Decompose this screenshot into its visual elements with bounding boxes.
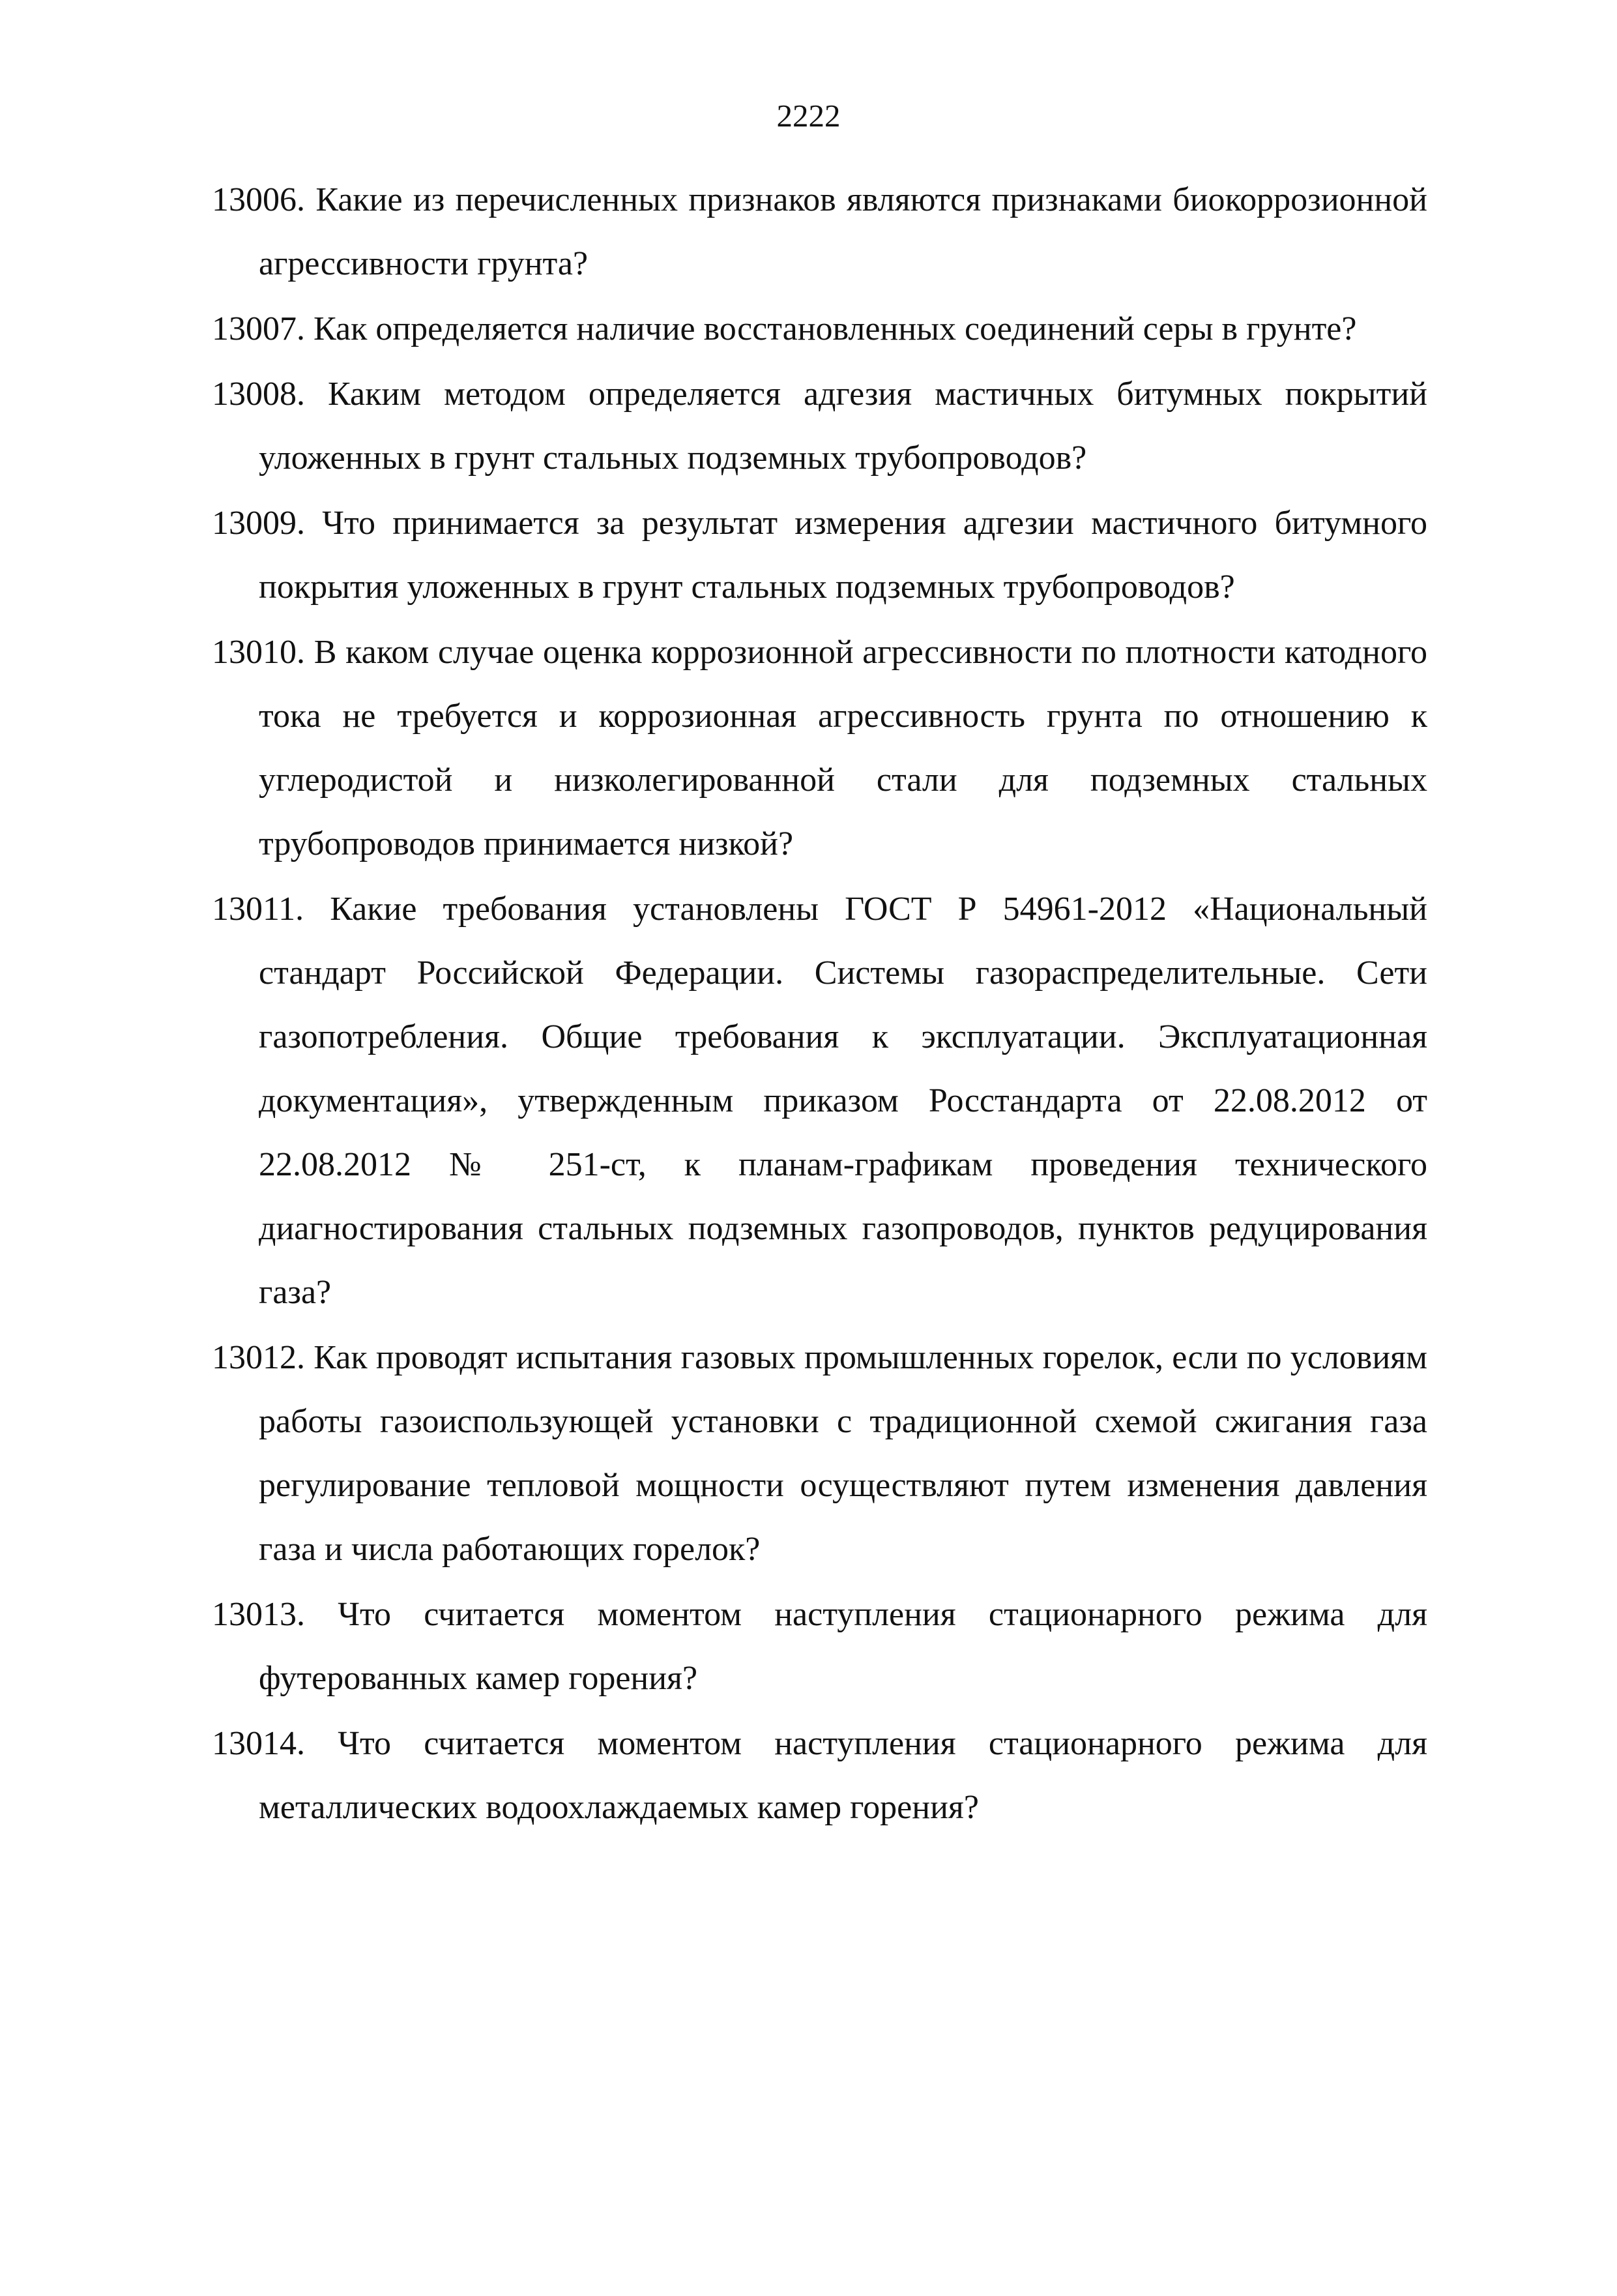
question-number: 13008.	[212, 375, 305, 413]
question-item	[212, 297, 1427, 361]
question-item	[212, 621, 1427, 876]
page-number: 2222	[776, 98, 841, 134]
question-text: Какие из перечисленных признаков являются признаками биокоррозионной агрессивности грунта?	[259, 181, 1428, 282]
question-number: 13006.	[212, 181, 305, 218]
question-number: 13014.	[212, 1725, 305, 1762]
question-item	[212, 492, 1427, 619]
question-text: Как проводят испытания газовых промышленных горелок, если по условиям работы газоиспользующей установки с традиционной схемой сжигания газа регулирование тепловой мощности осуществляют путем изменения давления газа и числа работающих горелок?	[259, 1339, 1427, 1568]
question-number: 13007.	[212, 310, 305, 347]
question-number: 13009.	[212, 505, 305, 542]
question-text: Какие требования установлены ГОСТ Р 54961-2012 «Национальный стандарт Российской Федерации. Системы газораспределительные. Сети газопотребления. Общие требования к эксплуатации. Эксплуатационная документация», утвержденным приказом Росстандарта от 22.08.2012 от 22.08.2012 № 251-ст, к планам-графикам проведения технического диагностирования стальных подземных газопроводов, пунктов редуцирования газа?	[259, 890, 1428, 1311]
question-text: Что принимается за результат измерения адгезии мастичного битумного покрытия уложенных в грунт стальных подземных трубопроводов?	[259, 505, 1428, 606]
question-number: 13010.	[212, 634, 305, 671]
question-item	[212, 1326, 1427, 1582]
question-text: Каким методом определяется адгезия мастичных битумных покрытий уложенных в грунт стальных подземных трубопроводов?	[259, 375, 1428, 477]
question-item	[212, 168, 1427, 296]
question-item	[212, 877, 1427, 1325]
question-text: Что считается моментом наступления стационарного режима для металлических водоохлаждаемых камер горения?	[259, 1725, 1427, 1826]
question-number: 13011.	[212, 890, 304, 928]
question-item	[212, 1583, 1427, 1711]
question-number: 13013.	[212, 1596, 305, 1633]
question-item	[212, 362, 1427, 490]
question-text: Что считается моментом наступления стационарного режима для футерованных камер горения?	[259, 1596, 1427, 1697]
question-text: В каком случае оценка коррозионной агрессивности по плотности катодного тока не требуется и коррозионная агрессивность грунта по отношению к углеродистой и низколегированной стали для подземных стальных трубопроводов принимается низкой?	[259, 634, 1427, 862]
question-text: Как определяется наличие восстановленных соединений серы в грунте?	[313, 310, 1357, 347]
question-item	[212, 1712, 1427, 1840]
question-number: 13012.	[212, 1339, 305, 1376]
question-list	[212, 168, 1427, 1841]
